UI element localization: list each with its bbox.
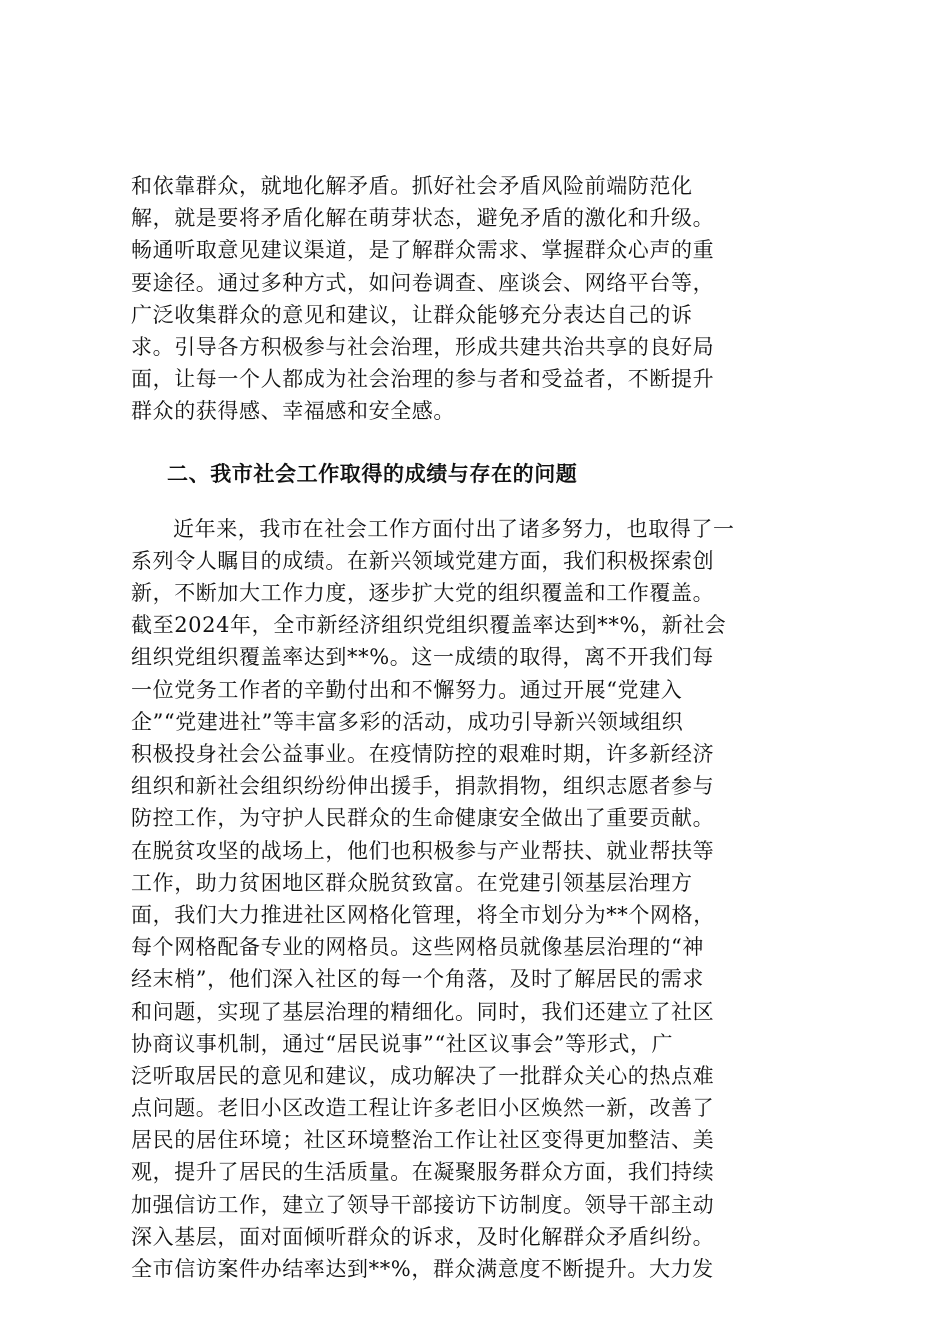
paragraph-2 xyxy=(131,513,831,1286)
text-line: 协商议事机制，通过“居民说事”“社区议事会”等形式，广 xyxy=(131,1031,674,1056)
text-line: 全市信访案件办结率达到**%，群众满意度不断提升。大力发 xyxy=(131,1257,714,1281)
text-line: 群众的获得感、幸福感和安全感。 xyxy=(131,399,455,424)
text-line: 泛听取居民的意见和建议，成功解决了一批群众关心的热点难 xyxy=(131,1063,715,1088)
document-body xyxy=(131,170,831,1285)
paragraph-1 xyxy=(131,170,831,428)
text-line: 每个网格配备专业的网格员。这些网格员就像基层治理的“神 xyxy=(131,935,704,960)
text-line: 经末梢”，他们深入社区的每一个角落，及时了解居民的需求 xyxy=(131,967,704,992)
text-line: 畅通听取意见建议渠道，是了解群众需求、掌握群众心声的重 xyxy=(131,238,715,263)
text-line: 工作，助力贫困地区群众脱贫致富。在党建引领基层治理方 xyxy=(131,870,693,895)
section-heading: 二、我市社会工作取得的成绩与存在的问题 xyxy=(167,461,578,486)
text-line: 点问题。老旧小区改造工程让许多老旧小区焕然一新，改善了 xyxy=(131,1096,715,1121)
text-line: 企”“党建进社”等丰富多彩的活动，成功引导新兴领域组织 xyxy=(131,709,684,734)
spacer xyxy=(131,490,831,513)
text-line: 近年来，我市在社会工作方面付出了诸多努力，也取得了一 xyxy=(173,516,735,541)
text-line: 广泛收集群众的意见和建议，让群众能够充分表达自己的诉 xyxy=(131,302,693,327)
text-line: 防控工作，为守护人民群众的生命健康安全做出了重要贡献。 xyxy=(131,806,715,831)
text-line: 积极投身社会公益事业。在疫情防控的艰难时期，许多新经济 xyxy=(131,742,715,766)
text-line: 和问题，实现了基层治理的精细化。同时，我们还建立了社区 xyxy=(131,999,715,1024)
text-line: 解，就是要将矛盾化解在萌芽状态，避免矛盾的激化和升级。 xyxy=(131,206,715,231)
text-line: 一位党务工作者的辛勤付出和不懈努力。通过开展“党建入 xyxy=(131,677,683,702)
text-line: 面，我们大力推进社区网格化管理，将全市划分为**个网格， xyxy=(131,902,715,927)
text-line: 深入基层，面对面倾听群众的诉求，及时化解群众矛盾纠纷。 xyxy=(131,1224,715,1249)
text-line: 组织党组织覆盖率达到**%。这一成绩的取得，离不开我们每 xyxy=(131,645,714,670)
text-line: 系列令人瞩目的成绩。在新兴领域党建方面，我们积极探索创 xyxy=(131,548,715,573)
text-line: 加强信访工作，建立了领导干部接访下访制度。领导干部主动 xyxy=(131,1192,715,1217)
text-line: 居民的居住环境；社区环境整治工作让社区变得更加整洁、美 xyxy=(131,1128,715,1153)
text-line: 组织和新社会组织纷纷伸出援手，捐款捐物，组织志愿者参与 xyxy=(131,774,715,799)
text-line: 和依靠群众，就地化解矛盾。抓好社会矛盾风险前端防范化 xyxy=(131,174,693,198)
text-line: 面，让每一个人都成为社会治理的参与者和受益者，不断提升 xyxy=(131,367,715,392)
text-line: 在脱贫攻坚的战场上，他们也积极参与产业帮扶、就业帮扶等 xyxy=(131,838,715,863)
text-line: 要途径。通过多种方式，如问卷调查、座谈会、网络平台等， xyxy=(131,270,715,295)
text-line: 新，不断加大工作力度，逐步扩大党的组织覆盖和工作覆盖。 xyxy=(131,581,715,606)
text-line: 观，提升了居民的生活质量。在凝聚服务群众方面，我们持续 xyxy=(131,1160,715,1185)
text-line: 求。引导各方积极参与社会治理，形成共建共治共享的良好局 xyxy=(131,334,715,359)
spacer xyxy=(131,428,831,458)
text-line: 截至2024年，全市新经济组织党组织覆盖率达到**%，新社会 xyxy=(131,613,727,638)
